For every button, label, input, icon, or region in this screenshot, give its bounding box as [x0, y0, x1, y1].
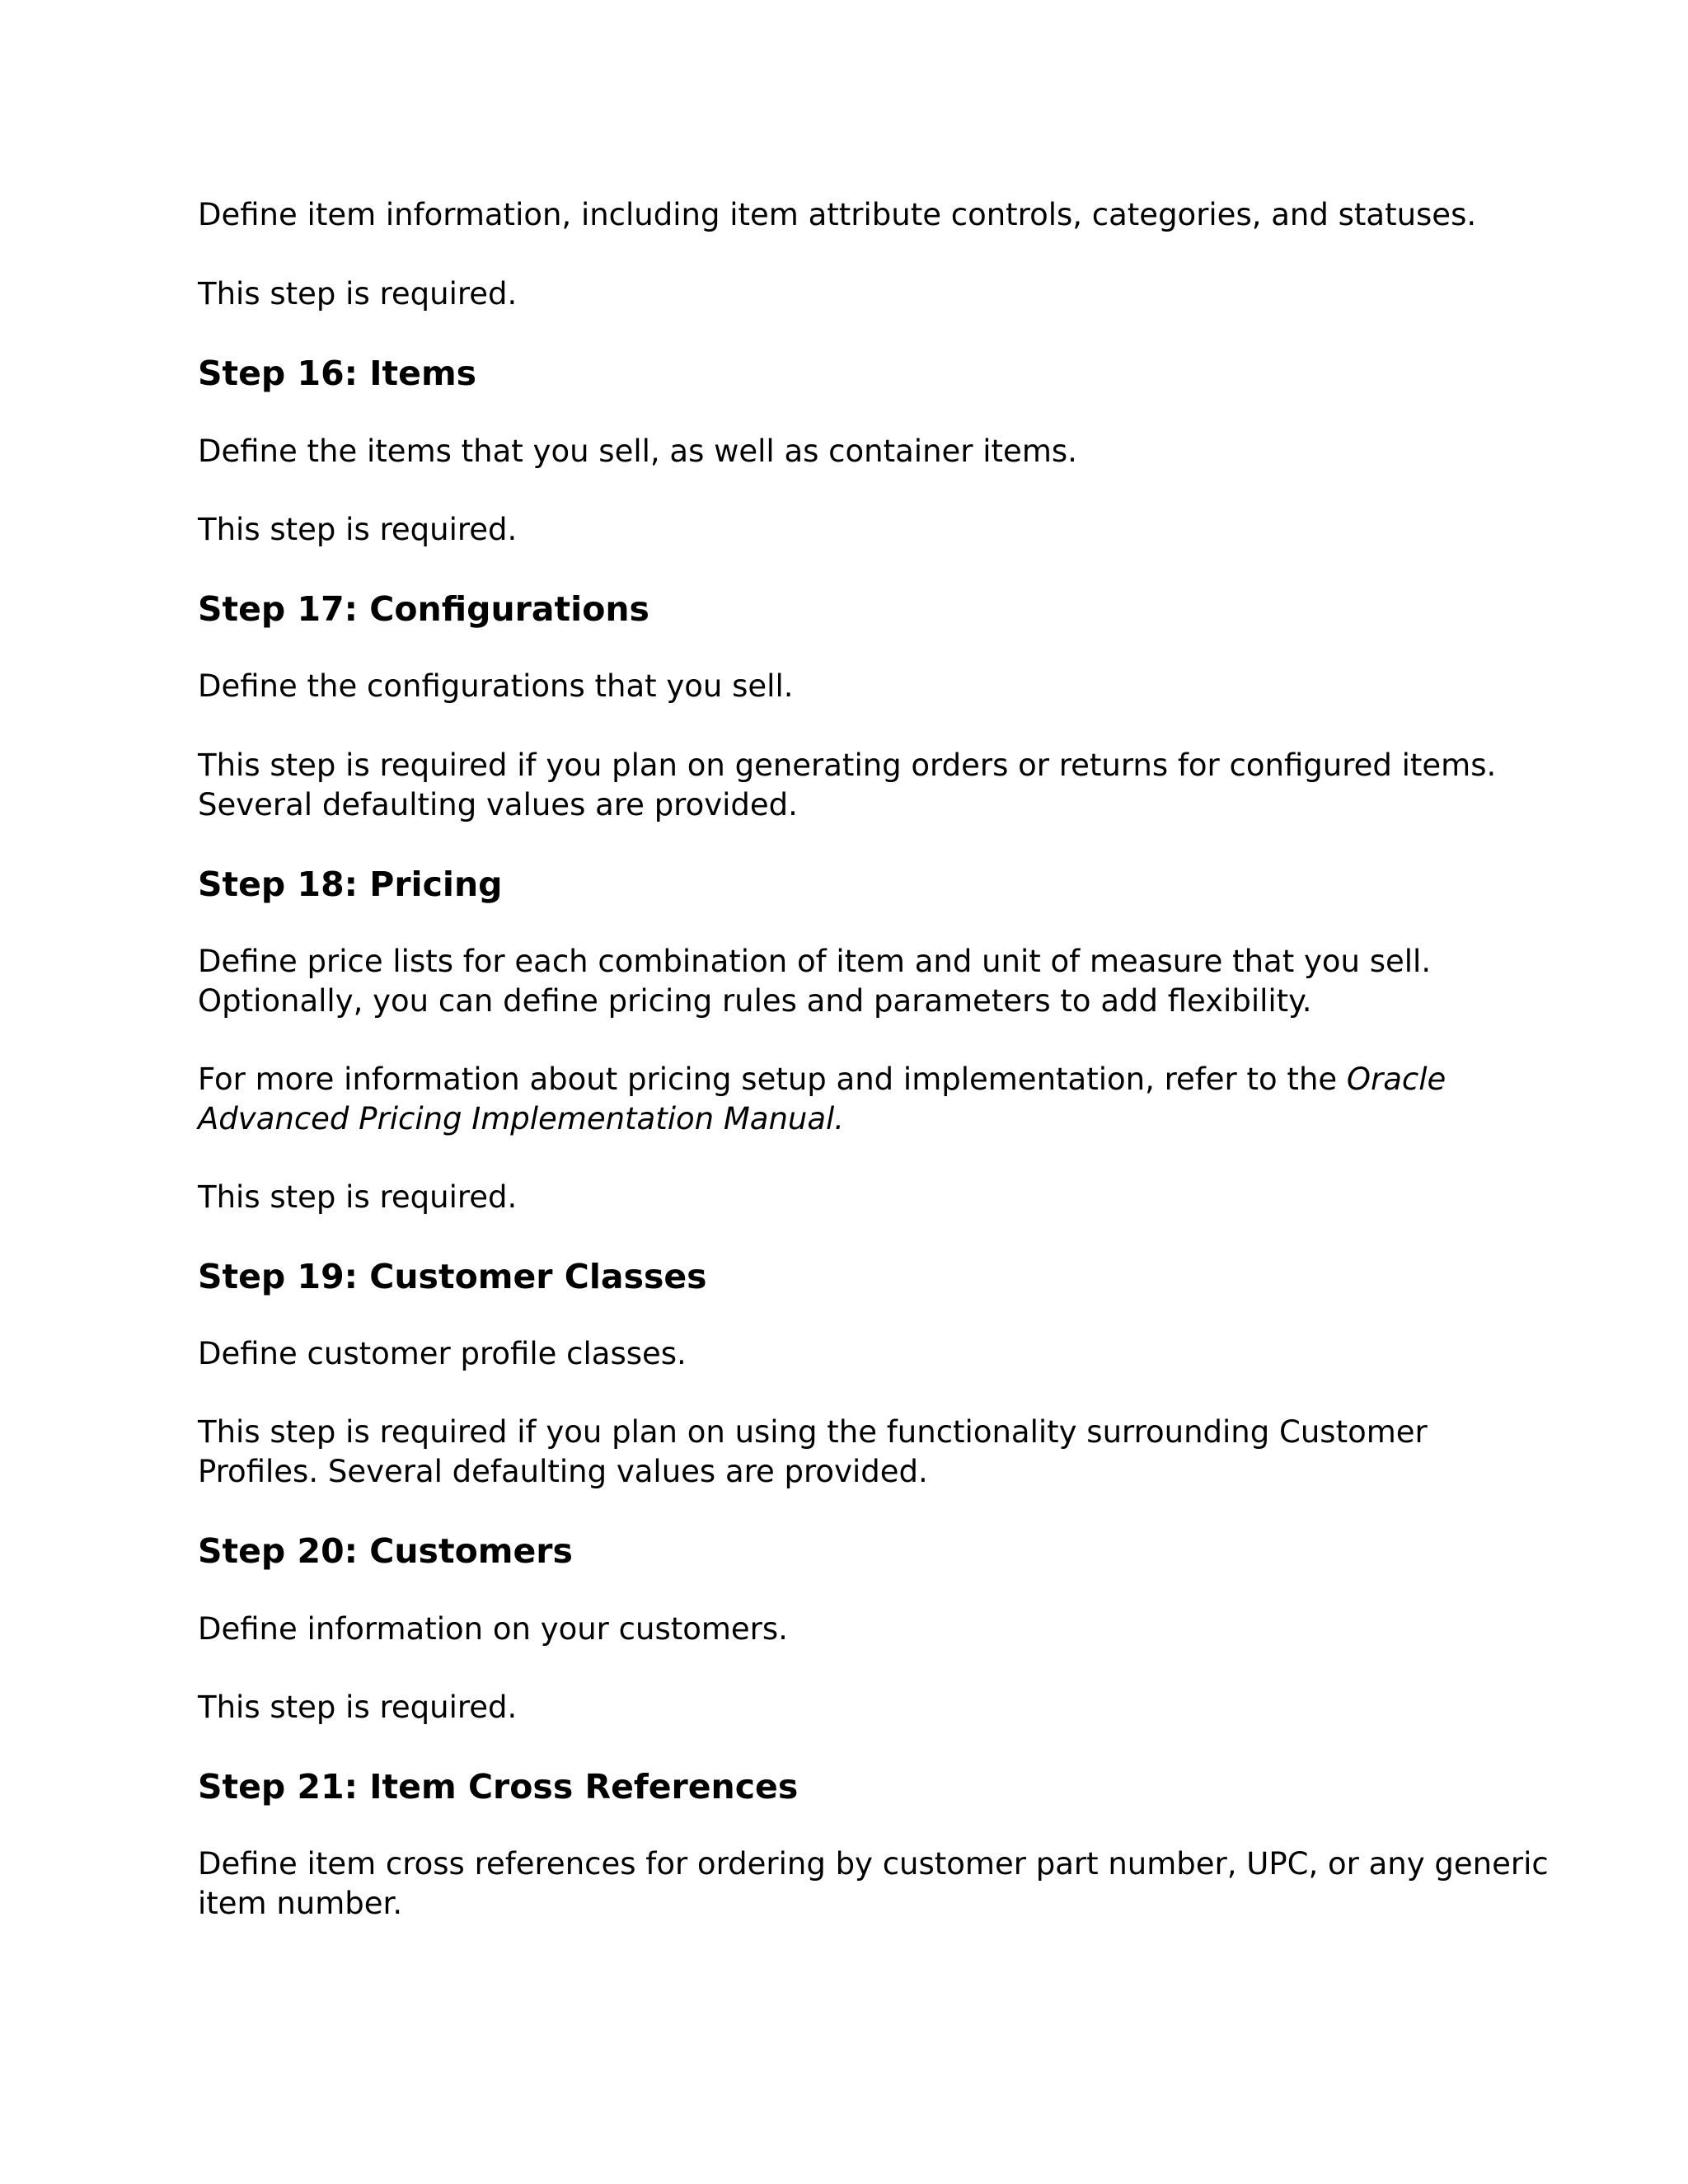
step17-heading: Step 17: Configurations — [198, 589, 649, 629]
intro-paragraph: Define item information, including item attribute controls, categories, and statuses. — [198, 197, 1477, 232]
manual-title-part-1: Oracle — [1346, 1062, 1447, 1097]
step18-info-paragraph — [198, 1060, 1517, 1139]
step21-heading: Step 21: Item Cross References — [198, 1767, 799, 1807]
step17-required-note — [198, 746, 1517, 825]
step19-required-line-1: This step is required if you plan on using the functionality surrounding Customer — [198, 1414, 1428, 1450]
step20-description: Define information on your customers. — [198, 1611, 788, 1647]
step18-heading: Step 18: Pricing — [198, 865, 503, 904]
step17-required-line-1: This step is required if you plan on generating orders or returns for configured items. — [198, 748, 1497, 783]
step17-description: Define the configurations that you sell. — [198, 668, 794, 704]
step17-required-line-2: Several defaulting values are provided. — [198, 787, 798, 823]
step21-description-line-1: Define item cross references for ordering by customer part number, UPC, or any generic — [198, 1846, 1549, 1882]
step21-description-line-2: item number. — [198, 1886, 403, 1921]
manual-title-part-2: Advanced Pricing Implementation Manual. — [198, 1101, 845, 1137]
step20-heading: Step 20: Customers — [198, 1531, 573, 1571]
step16-description: Define the items that you sell, as well as container items. — [198, 434, 1077, 469]
step21-description — [198, 1844, 1549, 1924]
step19-description: Define customer profile classes. — [198, 1336, 687, 1371]
step19-required-line-2: Profiles. Several defaulting values are provided. — [198, 1454, 928, 1489]
step20-required-note: This step is required. — [198, 1690, 518, 1725]
step18-required-note: This step is required. — [198, 1179, 518, 1215]
step19-required-note — [198, 1413, 1517, 1492]
step19-heading: Step 19: Customer Classes — [198, 1257, 707, 1296]
intro-required-note: This step is required. — [198, 276, 518, 312]
step18-description — [198, 942, 1517, 1021]
step16-heading: Step 16: Items — [198, 354, 477, 393]
step16-required-note: This step is required. — [198, 512, 518, 547]
step18-description-line-2: Optionally, you can define pricing rules and parameters to add flexibility. — [198, 983, 1312, 1019]
step18-info-text: For more information about pricing setup and implementation, refer to the — [198, 1062, 1347, 1097]
step18-description-line-1: Define price lists for each combination of item and unit of measure that you sell. — [198, 944, 1432, 979]
